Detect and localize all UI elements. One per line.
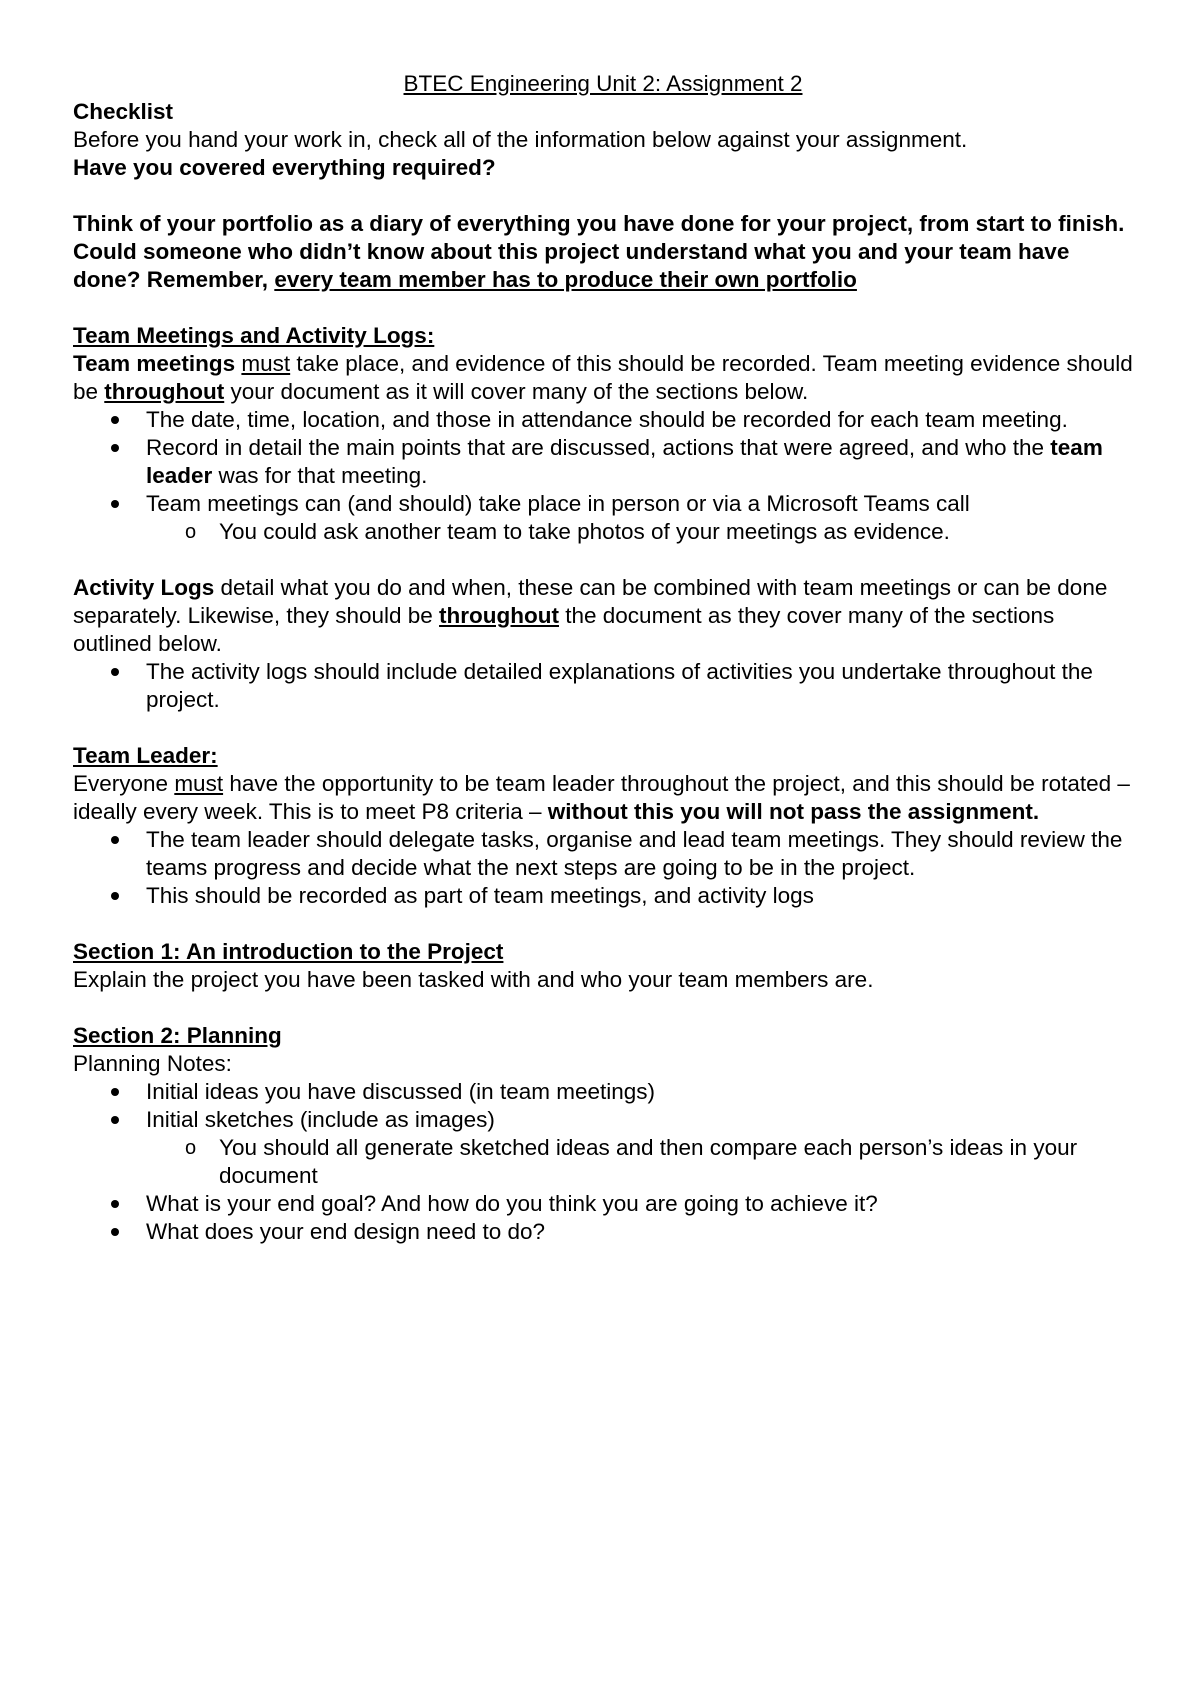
section-1-heading: Section 1: An introduction to the Project [73, 939, 504, 964]
sub-list-item: o You should all generate sketched ideas and then compare each person’s ideas in your document [73, 1134, 1133, 1190]
section-2-heading: Section 2: Planning [73, 1023, 282, 1048]
portfolio-paragraph [73, 210, 1133, 294]
team-meetings-paragraph [73, 350, 1133, 406]
checklist-intro: Before you hand your work in, check all of the information below against your assignment. [73, 127, 968, 152]
activity-logs-text-1: detail what you do and when, these can be combined with team meetings or can be done separately. Likewise, they should be [73, 575, 1108, 628]
list-item: Initial sketches (include as images) [73, 1106, 1133, 1134]
list-item: The team leader should delegate tasks, organise and lead team meetings. They should review the teams progress and decide what the next steps are going to be in the project. [73, 826, 1133, 882]
team-meetings-heading: Team Meetings and Activity Logs: [73, 323, 435, 348]
checklist-heading: Checklist [73, 99, 174, 124]
must-text: must [241, 351, 291, 376]
portfolio-emphasis: every team member has to produce their own portfolio [274, 267, 857, 292]
list-item-text: Record in detail the main points that are discussed, actions that were agreed, and who the [146, 435, 1051, 460]
team-leader-warning: without this you will not pass the assignment. [547, 799, 1040, 824]
list-item-text: was for that meeting. [212, 463, 428, 488]
list-item: The activity logs should include detailed explanations of activities you undertake throughout the project. [73, 658, 1133, 714]
throughout-text: throughout [104, 379, 225, 404]
team-leader-text-a: Everyone [73, 771, 175, 796]
portfolio-text: Think of your portfolio as a diary of everything you have done for your project, from start to finish. Could someone who didn’t know about this project understand what you and your team have done? Remember, [73, 211, 1125, 292]
team-leader-bold: team leader [146, 435, 1103, 488]
list-item: This should be recorded as part of team meetings, and activity logs [73, 882, 1133, 910]
activity-logs-text-2: the document as they cover many of the sections outlined below. [73, 603, 1055, 656]
team-meetings-text-1: take place, and evidence of this should be recorded. Team meeting evidence should be [73, 351, 1133, 404]
team-leader-text-b: have the opportunity to be team leader throughout the project, and this should be rotated – ideally every week. This is to meet P8 criteria – [73, 771, 1130, 824]
team-meetings-text-2: your document as it will cover many of the sections below. [224, 379, 809, 404]
team-leader-heading: Team Leader: [73, 743, 218, 768]
checklist-question: Have you covered everything required? [73, 155, 496, 180]
team-meetings-lead: Team meetings [73, 351, 236, 376]
list-item: The date, time, location, and those in attendance should be recorded for each team meeting. [73, 406, 1133, 434]
activity-logs-lead: Activity Logs [73, 575, 215, 600]
must-text: must [174, 771, 224, 796]
activity-logs-paragraph [73, 574, 1133, 658]
list-item: Initial ideas you have discussed (in team meetings) [73, 1078, 1133, 1106]
section-2-label: Planning Notes: [73, 1051, 232, 1076]
section-1-text: Explain the project you have been tasked with and who your team members are. [73, 967, 874, 992]
list-item: What does your end design need to do? [73, 1218, 1133, 1246]
activity-logs-list [73, 658, 1133, 714]
list-item: What is your end goal? And how do you think you are going to achieve it? [73, 1190, 1133, 1218]
document-title: BTEC Engineering Unit 2: Assignment 2 [403, 71, 803, 96]
list-item [73, 434, 1133, 490]
team-leader-list [73, 826, 1133, 910]
document-page [73, 70, 1133, 1246]
section-2-list [73, 1078, 1133, 1246]
throughout-text: throughout [439, 603, 559, 628]
team-meetings-list [73, 406, 1133, 546]
sub-list-item: o You could ask another team to take photos of your meetings as evidence. [73, 518, 1133, 546]
list-item: Team meetings can (and should) take place in person or via a Microsoft Teams call [73, 490, 1133, 518]
team-leader-paragraph [73, 770, 1133, 826]
